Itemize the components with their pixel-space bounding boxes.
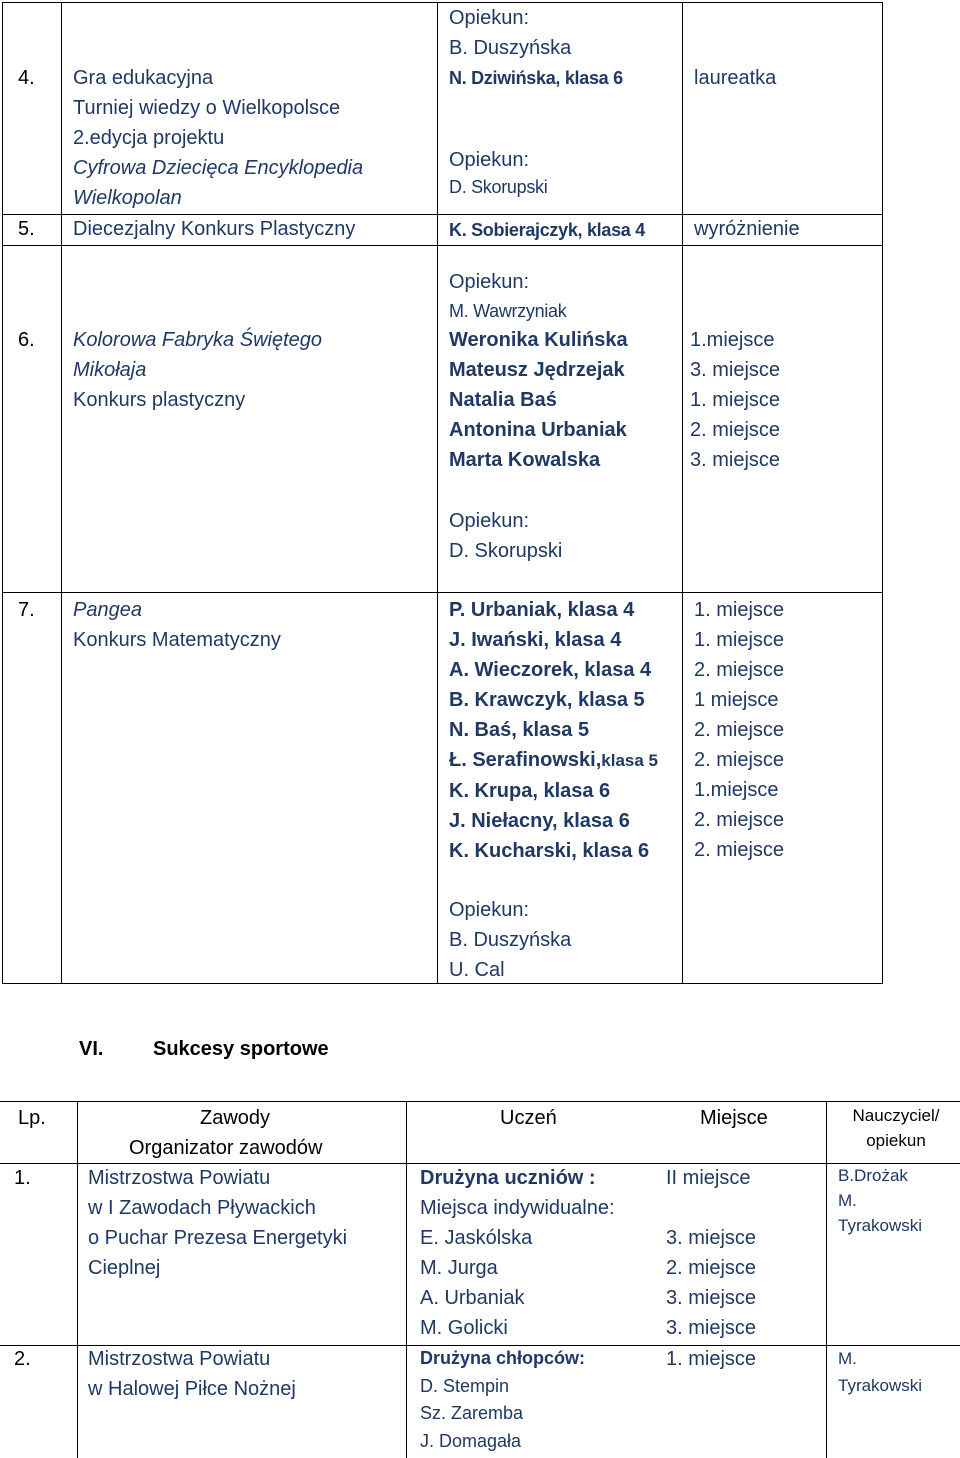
- student-name: Ł. Serafinowski,: [449, 749, 602, 771]
- student-name: K. Kucharski, klasa 6: [449, 840, 650, 862]
- result: 2. miejsce: [694, 839, 785, 861]
- student-name: M. Golicki: [420, 1317, 508, 1339]
- team-label: Drużyna uczniów :: [420, 1167, 596, 1189]
- place-list: [666, 1163, 756, 1343]
- competition-name-line: Pangea: [73, 599, 142, 621]
- student-name-row: [449, 745, 658, 776]
- place: [666, 1193, 756, 1223]
- result: 1. miejsce: [694, 599, 785, 621]
- header-lp: Lp.: [18, 1107, 46, 1129]
- header-nauczyciel-line: Nauczyciel/: [852, 1106, 940, 1125]
- header-miejsce: Miejsce: [700, 1107, 768, 1129]
- teacher-line: B.Drożak: [838, 1166, 908, 1185]
- row-number: 2.: [14, 1348, 31, 1370]
- competition-name: [73, 325, 322, 415]
- competition-name-line: Mikołaja: [73, 359, 147, 381]
- teacher: [838, 1345, 922, 1399]
- student-list: [420, 1345, 585, 1455]
- student-name: Mateusz Jędrzejak: [449, 359, 625, 381]
- student-name: A. Urbaniak: [420, 1287, 525, 1309]
- student-name: Natalia Baś: [449, 389, 557, 411]
- competition-name: [88, 1163, 347, 1283]
- student-name: Antonina Urbaniak: [449, 419, 627, 441]
- student-name: K. Sobierajczyk, klasa 4: [449, 220, 645, 240]
- student-name: Sz. Zaremba: [420, 1403, 524, 1423]
- row-number: 7.: [18, 599, 35, 621]
- competition-name-line: Wielkopolan: [73, 187, 182, 209]
- guardian-name: B. Duszyńska: [449, 929, 572, 951]
- competition-name-line: w Halowej Piłce Nożnej: [88, 1378, 296, 1400]
- guardian-block: [449, 895, 571, 985]
- student-name: B. Krawczyk, klasa 5: [449, 689, 645, 711]
- table1-border-right: [882, 2, 883, 984]
- competition-name-line: 2.edycja projektu: [73, 127, 225, 149]
- competition-name-line: w I Zawodach Pływackich: [88, 1197, 316, 1219]
- table2-col-sep: [826, 1101, 827, 1458]
- student-name: E. Jaskólska: [420, 1227, 533, 1249]
- guardian-label: Opiekun:: [449, 510, 530, 532]
- competition-name-line: Konkurs Matematyczny: [73, 629, 281, 651]
- guardian-label: Opiekun:: [449, 271, 530, 293]
- teacher-line: M.: [838, 1191, 857, 1210]
- row-number: 1.: [14, 1167, 31, 1189]
- guardian-name: U. Cal: [449, 959, 505, 981]
- competition-name: Diecezjalny Konkurs Plastyczny: [73, 218, 356, 240]
- result: 2. miejsce: [690, 419, 781, 441]
- section-title: Sukcesy sportowe: [153, 1038, 329, 1060]
- competition-name-line: o Puchar Prezesa Energetyki: [88, 1227, 348, 1249]
- competition-name-line: Gra edukacyjna: [73, 67, 214, 89]
- student-list: [420, 1163, 615, 1343]
- student-name: Miejsca indywidualne:: [420, 1197, 615, 1219]
- team-label: Drużyna chłopców:: [420, 1348, 586, 1368]
- result: wyróżnienie: [694, 218, 800, 240]
- header-uczen: Uczeń: [500, 1107, 557, 1129]
- table1-row-sep: [2, 592, 883, 593]
- guardian-label: Opiekun:: [449, 7, 530, 29]
- student-name: K. Krupa, klasa 6: [449, 780, 611, 802]
- competition-name: [88, 1344, 296, 1404]
- guardian-name: D. Skorupski: [449, 177, 548, 197]
- student-name: Weronika Kulińska: [449, 329, 628, 351]
- place: II miejsce: [666, 1167, 751, 1189]
- teacher: [838, 1163, 922, 1238]
- result: 2. miejsce: [694, 749, 785, 771]
- result-list: [690, 325, 780, 475]
- table1-border-top: [2, 2, 883, 3]
- table2-col-sep: [406, 1101, 407, 1458]
- header-zawody: Zawody: [200, 1107, 271, 1129]
- place: 3. miejsce: [666, 1227, 757, 1249]
- student-class: klasa 5: [601, 751, 658, 770]
- student-list: [449, 325, 628, 475]
- competition-name-line: Turniej wiedzy o Wielkopolsce: [73, 97, 341, 119]
- student-name: N. Baś, klasa 5: [449, 719, 590, 741]
- table1-row-sep: [2, 245, 883, 246]
- competition-name-line: Mistrzostwa Powiatu: [88, 1167, 271, 1189]
- row-number: 5.: [18, 218, 35, 240]
- student-name: Marta Kowalska: [449, 449, 601, 471]
- competition-name-line: Konkurs plastyczny: [73, 389, 246, 411]
- result: 2. miejsce: [694, 659, 785, 681]
- result: laureatka: [694, 67, 777, 89]
- student-name: J. Niełacny, klasa 6: [449, 810, 630, 832]
- header-organizator: Organizator zawodów: [129, 1137, 323, 1159]
- student-name: M. Jurga: [420, 1257, 498, 1279]
- result: 2. miejsce: [694, 809, 785, 831]
- row-number: 6.: [18, 329, 35, 351]
- competition-name-line: Cieplnej: [88, 1257, 161, 1279]
- competition-name-line: Mistrzostwa Powiatu: [88, 1348, 271, 1370]
- header-nauczyciel: [836, 1103, 956, 1153]
- guardian-label: Opiekun:: [449, 899, 530, 921]
- teacher-line: Tyrakowski: [838, 1216, 923, 1235]
- place: 1. miejsce: [666, 1348, 757, 1370]
- guardian-label: Opiekun:: [449, 149, 530, 171]
- place: 3. miejsce: [666, 1287, 757, 1309]
- teacher-line: Tyrakowski: [838, 1376, 923, 1395]
- result: 1. miejsce: [694, 629, 785, 651]
- section-number: VI.: [79, 1038, 104, 1060]
- guardian-name: D. Skorupski: [449, 540, 563, 562]
- result-list: [694, 595, 784, 865]
- guardian-name: M. Wawrzyniak: [449, 301, 567, 321]
- student-name: J. Iwański, klasa 4: [449, 629, 622, 651]
- student-name: A. Wieczorek, klasa 4: [449, 659, 652, 681]
- student-name: N. Dziwińska, klasa 6: [449, 68, 623, 88]
- competition-name: [73, 63, 363, 213]
- competition-name-line: Kolorowa Fabryka Świętego: [73, 329, 323, 351]
- result: 3. miejsce: [690, 449, 781, 471]
- teacher-line: M.: [838, 1349, 857, 1368]
- table1-col-sep-3: [682, 2, 683, 984]
- result: 1. miejsce: [690, 389, 781, 411]
- table2-border-top: [0, 1101, 960, 1102]
- student-name: J. Domagała: [420, 1431, 522, 1451]
- table1-col-sep-1: [61, 2, 62, 984]
- competition-name-line: Cyfrowa Dziecięca Encyklopedia: [73, 157, 364, 179]
- competition-name: [73, 595, 281, 655]
- student-list: [449, 595, 658, 866]
- result: 2. miejsce: [694, 719, 785, 741]
- table2-col-sep: [77, 1101, 78, 1458]
- place: 2. miejsce: [666, 1257, 757, 1279]
- result: 1.miejsce: [690, 329, 775, 351]
- table1-border-left: [2, 2, 3, 984]
- place: 3. miejsce: [666, 1317, 757, 1339]
- guardian-name: B. Duszyńska: [449, 37, 572, 59]
- header-nauczyciel-line: opiekun: [866, 1131, 926, 1150]
- result: 1 miejsce: [694, 689, 779, 711]
- student-name: D. Stempin: [420, 1376, 510, 1396]
- table1-border-bottom: [2, 983, 883, 984]
- result: 3. miejsce: [690, 359, 781, 381]
- table1-col-sep-2: [437, 2, 438, 984]
- student-name: P. Urbaniak, klasa 4: [449, 599, 635, 621]
- row-number: 4.: [18, 67, 35, 89]
- result: 1.miejsce: [694, 779, 779, 801]
